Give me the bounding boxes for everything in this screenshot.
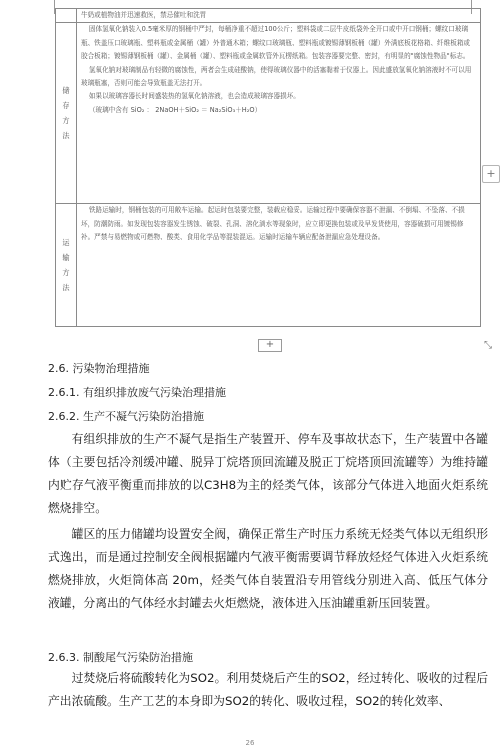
table-resize-icon[interactable]: ⤡: [484, 340, 492, 351]
storage-paragraph: 固体氢氧化钠装入0.5毫米厚的钢桶中严封，每桶净重不超过100公斤；塑料袋或二层牛皮纸袋外全开口或中开口钢桶；螺纹口玻璃瓶、铁盖压口玻璃瓶、塑料瓶或金属桶（罐）外普通木箱；螺纹口玻璃瓶、塑料瓶或镀锡薄钢板桶（罐）外满底板花格箱、纤维板箱或胶合板箱；镀锡薄钢板桶（罐）、金属桶（罐）、塑料瓶或金属软管外瓦楞纸箱。包装容器要完整、密封，有明显的"腐蚀性物品"标志。: [81, 25, 471, 61]
add-column-plus-icon[interactable]: +: [482, 165, 500, 183]
page-number: 26: [245, 739, 255, 747]
transport-paragraph: 铁路运输时，钢桶包装的可用敞车运输。起运时包装要完整，装载应稳妥。运输过程中要确保容器不泄漏、不倒塌、不坠落、不损坏，防潮防雨。如发现包装容器发生锈蚀、破裂、孔洞、溶化淌水等现象时，应立即更换包装或及早发货使用，容器破损可用镀锡修补。严禁与易燃物或可燃物、酸类、食用化学品等混装混运。运输时运输车辆应配备泄漏应急处理设备。: [81, 206, 465, 242]
body-paragraph-3: [48, 667, 488, 713]
label-char: 法: [62, 131, 70, 141]
section-heading-2-6-2: 2.6.2. 生产不凝气污染防治措施: [48, 410, 204, 423]
row-label-empty: [56, 9, 77, 23]
paragraph-text: 过焚烧后将硫酸转化为SO2。利用焚烧后产生的SO2，经过转化、吸收的过程后产出浓硫酸。生产工艺的本身即为SO2的转化、吸收过程，SO2的转化效率、: [48, 671, 488, 708]
storage-equation: （玻璃中含有 SiO₂ ： 2NaOH＋SiO₂ ＝ Na₂SiO₃＋H₂O）: [88, 105, 262, 114]
section-heading-2-6-3: 2.6.3. 制酸尾气污染防治措施: [48, 651, 193, 664]
storage-label: [56, 23, 77, 204]
storage-paragraph: 如果以玻璃容器长时间盛装热的氢氧化钠溶液，也会造成玻璃容器损坏。: [88, 92, 300, 101]
add-row-plus-icon[interactable]: +: [258, 339, 282, 352]
transport-label: [56, 204, 77, 327]
paragraph-text: 有组织排放的生产不凝气是指生产装置开、停车及事故状态下，生产装置中各罐体（主要包括冷剂缓冲罐、脱异丁烷塔顶回流罐及脱正丁烷塔顶回流罐等）为维持罐内贮存气液平衡重而排放的以C3H8为主的烃类气体，该部分气体进入地面火炬系统燃烧排空。: [48, 432, 488, 515]
body-paragraph-2: [48, 523, 488, 615]
chemical-spec-table: [55, 8, 481, 327]
label-char: 储: [62, 86, 70, 96]
section-heading-2-6: 2.6. 污染物治理措施: [48, 362, 150, 375]
body-paragraph-1: [48, 428, 488, 520]
section-heading-2-6-1: 2.6.1. 有组织排放废气污染治理措施: [48, 386, 226, 399]
label-char: 运: [62, 238, 70, 248]
first-aid-text: 牛奶或植物油并迅速救医，禁忌催吐和洗胃: [81, 11, 207, 19]
table-row: [56, 9, 481, 23]
paragraph-text: 罐区的压力储罐均设置安全阀，确保正常生产时压力系统无烃类气体以无组织形式逸出，而是通过控制安全阀根据罐内气液平衡需要调节释放烃烃气体进入火炬系统燃烧排放，火炬筒体高 20m，烃类气体自装置沿专用管线分别进入高、低压气体分液罐，分离出的气体经水封罐去火炬燃烧，液体进入压油罐重新压回装置。: [48, 527, 488, 610]
label-char: 方: [62, 116, 70, 126]
transport-cell: [77, 204, 481, 327]
label-char: 方: [62, 268, 70, 278]
label-char: 输: [62, 253, 70, 263]
storage-paragraph: 氢氧化钠对玻璃制品有轻微的腐蚀性，两者会生成硅酸钠，使得玻璃仪器中的活塞黏着于仪器上。因此盛放氢氧化钠溶液时不可以用玻璃瓶塞，否则可能会导致瓶盖无法打开。: [81, 65, 472, 88]
label-char: 存: [62, 101, 70, 111]
first-aid-cell: [77, 9, 481, 23]
table-row: [56, 204, 481, 327]
crop-mark-top-left: [40, 0, 55, 14]
table-row: [56, 23, 481, 204]
storage-cell: [77, 23, 481, 204]
label-char: 法: [62, 283, 70, 293]
